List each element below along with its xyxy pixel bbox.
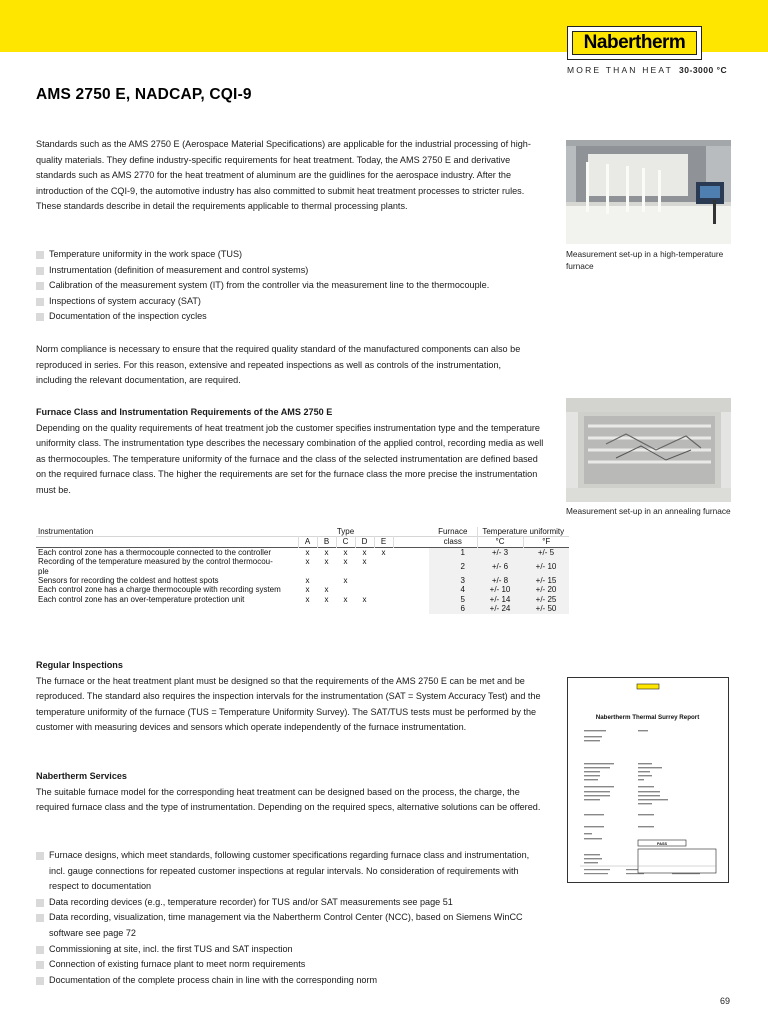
instrumentation-table xyxy=(36,527,569,614)
services-list-block xyxy=(36,848,546,988)
services-title: Nabertherm Services xyxy=(36,771,127,781)
list-item: Documentation of the inspection cycles xyxy=(36,309,546,325)
table-row: Recording of the temperature measured by the control thermocou- x x x x 2 +/- 6 +/- 10 xyxy=(36,557,569,566)
list-item: Data recording, visualization, time management via the Nabertherm Control Center (NCC), based on Siemens WinCC software see page 72 xyxy=(36,910,546,941)
report-title: Nabertherm Thermal Surrey Report xyxy=(595,714,700,721)
header-class: class xyxy=(429,537,477,547)
header-type: Type xyxy=(336,527,355,536)
table-row: 6 +/- 24 +/- 50 xyxy=(36,604,569,613)
furnace-photo-graphic xyxy=(566,140,731,244)
regular-inspections-block xyxy=(36,658,546,736)
header-instrumentation: Instrumentation xyxy=(38,527,94,536)
page-number: 69 xyxy=(720,996,731,1006)
header-fahrenheit: °F xyxy=(542,537,551,547)
services-block xyxy=(36,769,546,816)
table-row: Each control zone has a thermocouple connected to the controller x x x x x 1 +/- 3 +/- 5 xyxy=(36,547,569,557)
header-furnace: Furnace xyxy=(429,527,477,537)
list-item: Connection of existing furnace plant to meet norm requirements xyxy=(36,957,546,973)
list-item: Commissioning at site, incl. the first TUS and SAT inspection xyxy=(36,942,546,958)
tagline-text: MORE THAN HEAT xyxy=(567,65,674,75)
intro-paragraph: Standards such as the AMS 2750 E (Aerospace Material Specifications) are applicable for the industrial processing of high-quality materials. They define industry-specific requirements for heat treatment. Today, the AMS 2750 E and derivative standards such as AMS 2770 for the heat treatment of aluminum are the guidlines for the aerospace industry. After the introduction of the CQI-9, the automotive industry has also committed to submit heat treatment processes to stricter rules. These standards describe in detail the requirements applicable to thermal processing plants. xyxy=(36,139,531,212)
services-paragraph: The suitable furnace model for the corresponding heat treatment can be designed based on the process, the charge, the required furnace class and the type of instrumentation. Depending on the required specs, alternative solutions can be offered. xyxy=(36,786,541,813)
requirements-block xyxy=(36,247,546,325)
header-uniformity: Temperature uniformity xyxy=(482,527,565,536)
table-row: ple xyxy=(38,566,49,576)
type-c: C xyxy=(336,537,355,547)
logo-wordmark: Nabertherm xyxy=(572,31,697,55)
furnace-class-title: Furnace Class and Instrumentation Requirements of the AMS 2750 E xyxy=(36,407,333,417)
compliance-paragraph: Norm compliance is necessary to ensure that the required quality standard of the manufactured components can also be reproduced in series. For this reason, extensive and repeated inspections as well as controls of the instrumentation, including the relevant documentation, are required. xyxy=(36,344,521,386)
page-title: AMS 2750 E, NADCAP, CQI-9 xyxy=(36,86,252,103)
header-celsius: °C xyxy=(477,537,523,547)
list-item: Inspections of system accuracy (SAT) xyxy=(36,294,546,310)
report-graphic xyxy=(568,678,727,881)
caption-annealing: Measurement set-up in an annealing furnace xyxy=(566,506,731,516)
intro-block xyxy=(36,137,546,215)
caption-high-temp: Measurement set-up in a high-temperature furnace xyxy=(566,249,724,271)
furnace-class-block xyxy=(36,405,546,499)
list-item: Instrumentation (definition of measurement and control systems) xyxy=(36,263,546,279)
compliance-block xyxy=(36,342,536,389)
type-d: D xyxy=(355,537,374,547)
temperature-range: 30-3000 °C xyxy=(679,65,728,75)
regular-inspections-title: Regular Inspections xyxy=(36,660,123,670)
type-b: B xyxy=(317,537,336,547)
list-item: Temperature uniformity in the work space (TUS) xyxy=(36,247,546,263)
table-row: Each control zone has a charge thermocouple with recording system x x 4 +/- 10 +/- 20 xyxy=(36,585,569,594)
services-list xyxy=(36,848,546,988)
annealing-photo-graphic xyxy=(566,398,731,502)
list-item: Furnace designs, which meet standards, following customer specifications regarding furnace class and instrumentation, incl. gauge connections for repeated customer inspections at regular intervals. No consideration of requirements with respect to documentation xyxy=(36,848,546,895)
brand-tagline xyxy=(567,65,727,75)
table-row: Each control zone has an over-temperature protection unit x x x x 5 +/- 14 +/- 25 xyxy=(36,595,569,604)
list-item: Calibration of the measurement system (IT) from the controller via the measurement line to the thermocouple. xyxy=(36,278,546,294)
nabertherm-logo xyxy=(567,26,702,60)
table-row: Sensors for recording the coldest and hottest spots x x 3 +/- 8 +/- 15 xyxy=(36,576,569,585)
furnace-class-paragraph: Depending on the quality requirements of heat treatment job the customer specifies instrumentation type and the temperature uniformity class. The instrumentation type describes the necessary combination of the applied control, recording media as well as thermocouples. The temperature uniformity of the furnace and the class of the selected instrumentation are defined based on the required furnace class. The higher the requirements are set for the furnace class the more precise the instrumentation must be. xyxy=(36,422,544,495)
furnace-photo-annealing xyxy=(566,398,731,502)
report-pass: PASS xyxy=(656,842,668,846)
type-e: E xyxy=(374,537,393,547)
thermal-survey-report xyxy=(567,677,729,883)
type-a: A xyxy=(298,537,317,547)
furnace-photo-high-temp xyxy=(566,140,731,244)
regular-inspections-paragraph: The furnace or the heat treatment plant must be designed so that the requirements of the AMS 2750 E can be met and be reproduced. The standard also requires the inspection intervals for the instrumentation (SAT = System Accuracy Test) and the temperature uniformity of the furnace (TUS = Temperature Uniformity Survey). The SAT/TUS tests must be performed by the customer with measuring devices and sensors which operate independently of the furnace instrumentation. xyxy=(36,675,541,733)
list-item: Documentation of the complete process chain in line with the corresponding norm xyxy=(36,973,546,989)
requirements-list xyxy=(36,247,546,325)
list-item: Data recording devices (e.g., temperature recorder) for TUS and/or SAT measurements see page 51 xyxy=(36,895,546,911)
